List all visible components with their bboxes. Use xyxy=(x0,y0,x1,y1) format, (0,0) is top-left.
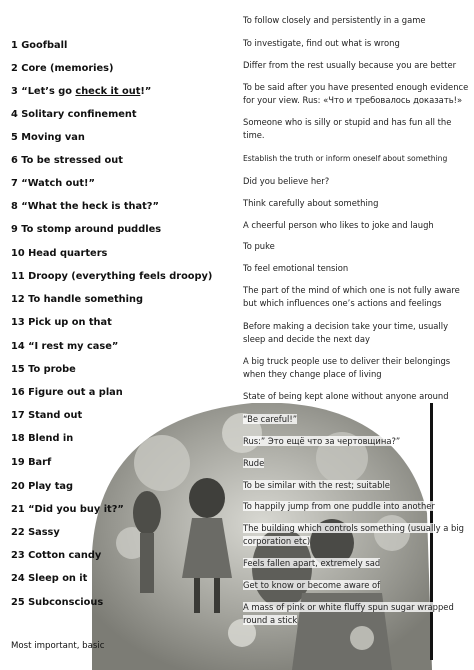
term-item: 4 Solitary confinement xyxy=(11,109,137,120)
definition-item: The building which controls something (usually a big corporation etc) xyxy=(243,523,464,547)
definition-item: Rude xyxy=(243,458,265,468)
definition-item: Before making a decision take your time, usually sleep and decide the next day xyxy=(243,321,449,345)
term-item: 22 Sassy xyxy=(11,527,60,538)
footnote: Most important, basic xyxy=(11,641,105,651)
term-item: 24 Sleep on it xyxy=(11,573,88,584)
term-item: 9 To stomp around puddles xyxy=(11,224,162,235)
definition-item: Someone who is silly or stupid and has fun all the time. xyxy=(243,117,452,141)
definition-item: A big truck people use to deliver their belongings when they change place of living xyxy=(243,356,451,380)
definition-item: Feels fallen apart, extremely sad xyxy=(243,558,381,568)
term-item: 6 To be stressed out xyxy=(11,155,123,166)
term-item: 23 Cotton candy xyxy=(11,550,102,561)
term-item: 3 “Let’s go check it out!” xyxy=(11,86,152,97)
term-item: 16 Figure out a plan xyxy=(11,387,123,398)
term-item: 20 Play tag xyxy=(11,481,74,492)
term-item: 12 To handle something xyxy=(11,294,143,305)
term-item: 7 “Watch out!” xyxy=(11,178,95,189)
definition-item: Think carefully about something xyxy=(243,198,379,208)
term-item: 14 “I rest my case” xyxy=(11,341,119,352)
definition-item: To be similar with the rest; suitable xyxy=(243,480,390,490)
underlined-phrase: check it out xyxy=(75,86,141,97)
term-item: 19 Barf xyxy=(11,457,52,468)
definition-item: Did you believe her? xyxy=(243,176,330,186)
term-item: 15 To probe xyxy=(11,364,76,375)
definition-item: A cheerful person who likes to joke and laugh xyxy=(243,220,434,230)
term-item: 25 Subconscious xyxy=(11,597,104,608)
term-item: 10 Head quarters xyxy=(11,248,108,259)
term-item: 1 Goofball xyxy=(11,40,68,51)
term-item: 17 Stand out xyxy=(11,410,83,421)
term-item: 5 Moving van xyxy=(11,132,85,143)
definition-item: Establish the truth or inform oneself about something xyxy=(243,154,448,163)
term-item: 2 Core (memories) xyxy=(11,63,114,74)
definition-item: State of being kept alone without anyone around xyxy=(243,391,449,401)
definition-item: “Be careful!” xyxy=(243,414,298,424)
definition-item: To puke xyxy=(243,241,275,251)
definition-item: To investigate, find out what is wrong xyxy=(243,38,400,48)
definition-item: To feel emotional tension xyxy=(243,263,349,273)
definition-item: Rus:” Это ещё что за чертовщина?” xyxy=(243,436,401,446)
term-item: 8 “What the heck is that?” xyxy=(11,201,159,212)
definition-item: To happily jump from one puddle into another xyxy=(243,501,435,511)
term-item: 13 Pick up on that xyxy=(11,317,112,328)
definition-item: To be said after you have presented enough evidence for your view. Rus: «Что и требовалось доказать!» xyxy=(243,82,469,106)
definition-item: A mass of pink or white fluffy spun sugar wrapped round a stick xyxy=(243,602,454,626)
definition-item: The part of the mind of which one is not fully aware but which influences one’s actions and feelings xyxy=(243,285,460,309)
definition-item: Differ from the rest usually because you are better xyxy=(243,60,457,70)
definition-item: Get to know or become aware of xyxy=(243,580,381,590)
term-item: 11 Droopy (everything feels droopy) xyxy=(11,271,213,282)
definition-item: To follow closely and persistently in a game xyxy=(243,15,426,25)
term-item: 18 Blend in xyxy=(11,433,74,444)
term-item: 21 “Did you buy it?” xyxy=(11,504,124,515)
